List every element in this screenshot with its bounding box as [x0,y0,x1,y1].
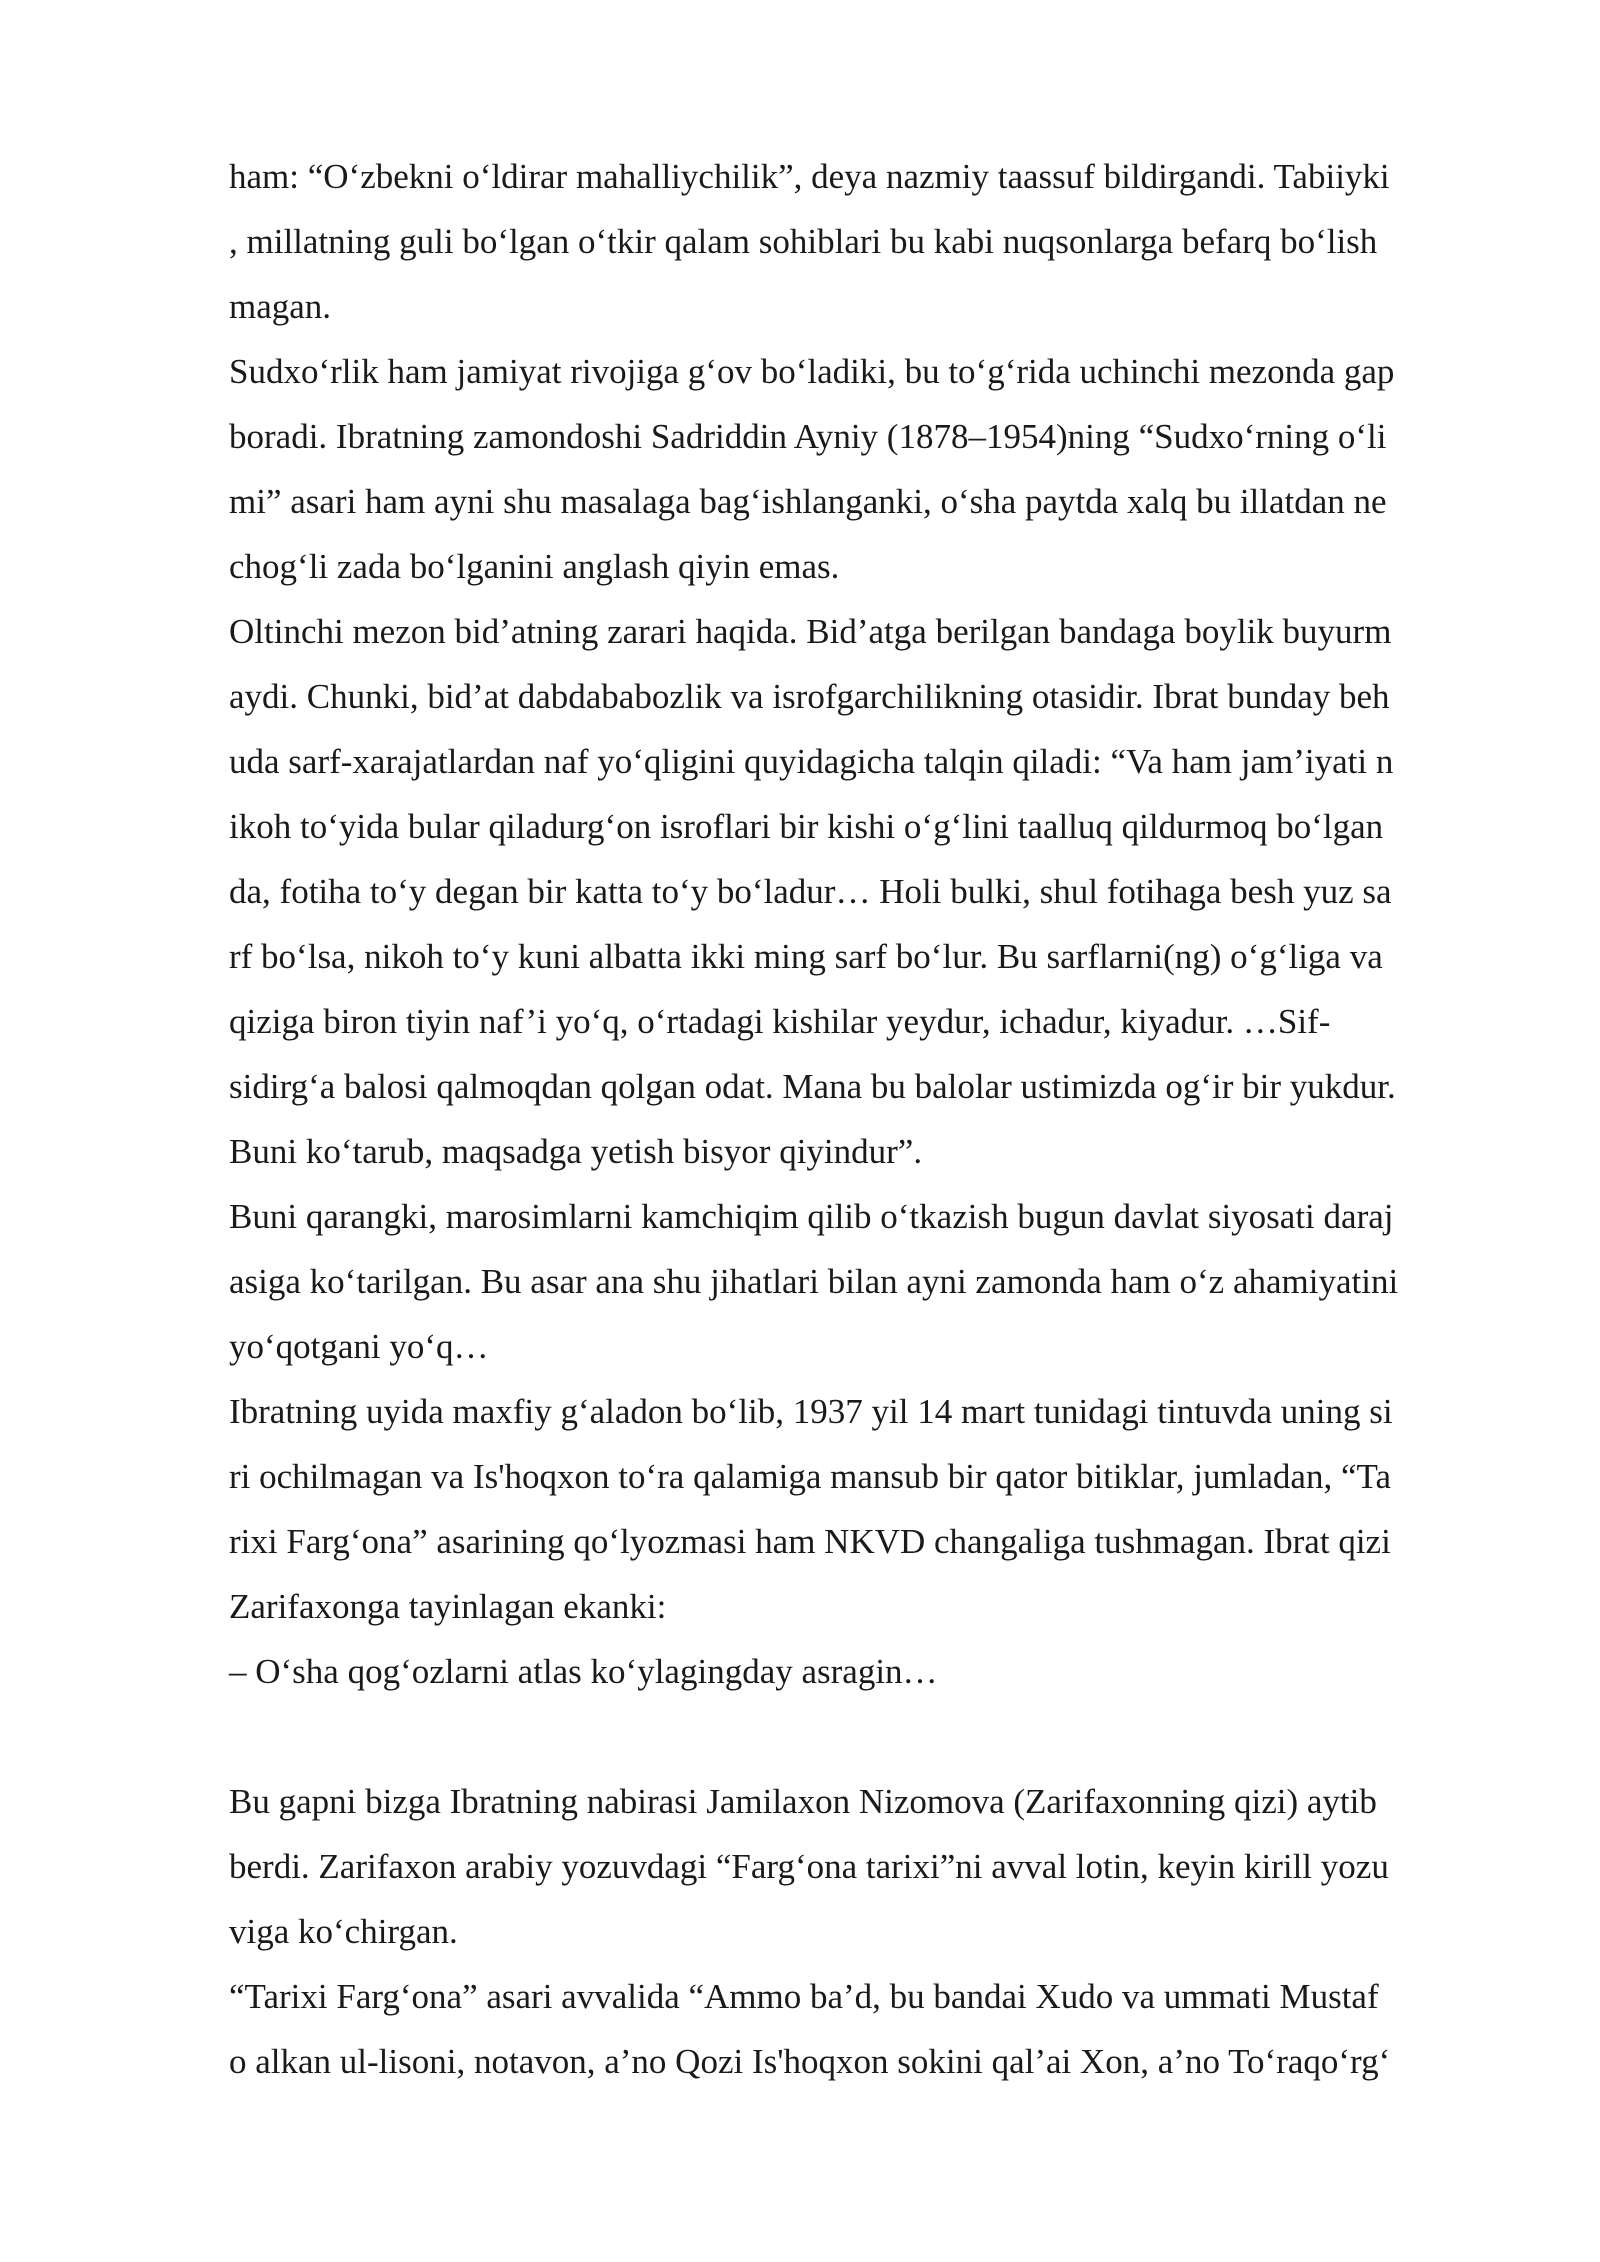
text-line: rf bo‘lsa, nikoh to‘y kuni albatta ikki ming sarf bo‘lur. Bu sarflarni(ng) o‘g‘liga va [229,937,1383,976]
text-line: yo‘qotgani yo‘q… [229,1327,489,1366]
text-line: uda sarf-xarajatlardan naf yo‘qligini quyidagicha talqin qiladi: “Va ham jam’iyati n [229,742,1394,781]
text-line: aydi. Chunki, bid’at dabdababozlik va isrofgarchilikning otasidir. Ibrat bunday beh [229,677,1390,716]
text-line: “Tarixi Farg‘ona” asari avvalida “Ammo ba’d, bu bandai Xudo va ummati Mustaf [229,1977,1379,2016]
text-line: chog‘li zada bo‘lganini anglash qiyin emas. [229,547,840,586]
text-line: rixi Farg‘ona” asarining qo‘lyozmasi ham NKVD changaliga tushmagan. Ibrat qizi [229,1522,1391,1561]
text-line: – O‘sha qog‘ozlarni atlas ko‘ylagingday asragin… [229,1652,938,1691]
text-line: berdi. Zarifaxon arabiy yozuvdagi “Farg‘ona tarixi”ni avval lotin, keyin kirill yozu [229,1847,1389,1886]
text-line: mi” asari ham ayni shu masalaga bag‘ishlanganki, o‘sha paytda xalq bu illatdan ne [229,482,1387,521]
text-line: ikoh to‘yida bular qiladurg‘on isroflari bir kishi o‘g‘lini taalluq qildurmoq bo‘lgan [229,807,1384,846]
text-line: Buni qarangki, marosimlarni kamchiqim qilib o‘tkazish bugun davlat siyosati daraj [229,1197,1394,1236]
text-line: ham: “O‘zbekni o‘ldirar mahalliychilik”, deya nazmiy taassuf bildirgandi. Tabiiyki [229,157,1390,196]
text-line: o alkan ul-lisoni, notavon, a’no Qozi Is'hoqxon sokini qal’ai Xon, a’no To‘raqo‘rg‘ [229,2042,1391,2081]
text-line: ri ochilmagan va Is'hoqxon to‘ra qalamiga mansub bir qator bitiklar, jumladan, “Ta [229,1457,1391,1496]
text-line: boradi. Ibratning zamondoshi Sadriddin Ayniy (1878–1954)ning “Sudxo‘rning o‘li [229,417,1387,456]
document-body [229,144,1509,2094]
text-line: Buni ko‘tarub, maqsadga yetish bisyor qiyindur”. [229,1132,923,1171]
text-line: magan. [229,287,332,326]
text-line: viga ko‘chirgan. [229,1912,458,1951]
text-line: Bu gapni bizga Ibratning nabirasi Jamilaxon Nizomova (Zarifaxonning qizi) aytib [229,1782,1377,1821]
text-line: Sudxo‘rlik ham jamiyat rivojiga g‘ov bo‘ladiki, bu to‘g‘rida uchinchi mezonda gap [229,352,1395,391]
text-line: da, fotiha to‘y degan bir katta to‘y bo‘ladur… Holi bulki, shul fotihaga besh yuz sa [229,872,1392,911]
blank-line [229,1704,1509,1769]
text-line: Ibratning uyida maxfiy g‘aladon bo‘lib, 1937 yil 14 mart tunidagi tintuvda uning si [229,1392,1393,1431]
text-line: sidirg‘a balosi qalmoqdan qolgan odat. Mana bu balolar ustimizda og‘ir bir yukdur. [229,1067,1396,1106]
text-line: , millatning guli bo‘lgan o‘tkir qalam sohiblari bu kabi nuqsonlarga befarq bo‘lish [229,222,1378,261]
text-line: Zarifaxonga tayinlagan ekanki: [229,1587,667,1626]
text-line: Oltinchi mezon bid’atning zarari haqida. Bid’atga berilgan bandaga boylik buyurm [229,612,1392,651]
text-line: qiziga biron tiyin naf’i yo‘q, o‘rtadagi kishilar yeydur, ichadur, kiyadur. …Sif- [229,1002,1331,1041]
text-line: asiga ko‘tarilgan. Bu asar ana shu jihatlari bilan ayni zamonda ham o‘z ahamiyatini [229,1262,1399,1301]
